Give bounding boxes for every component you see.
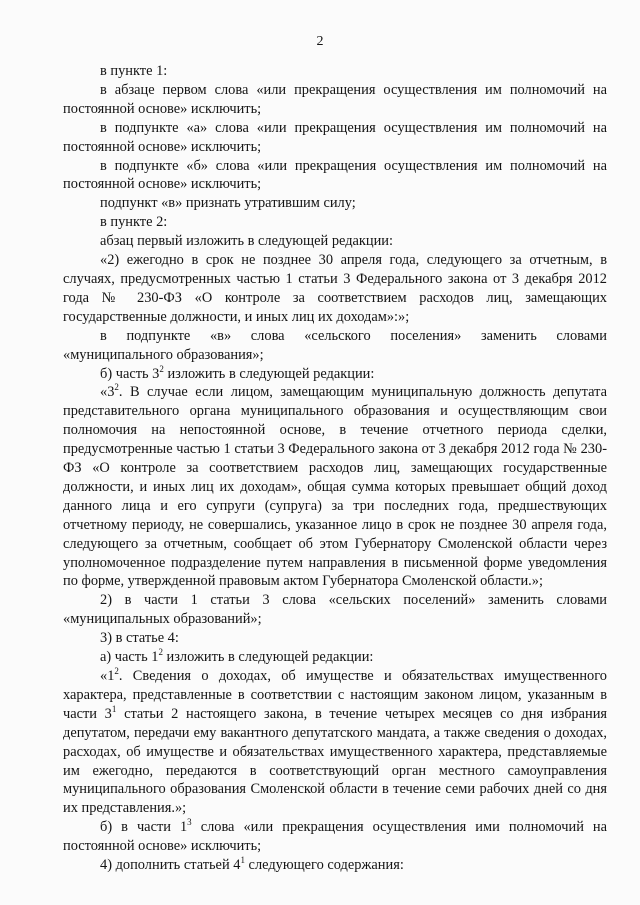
page-number: 2 xyxy=(316,34,324,49)
paragraph-2: в абзаце первом слова «или прекращения осуществления им полномочий на постоянной основе» исключить; xyxy=(63,81,607,117)
paragraph-15: «$1^2$. Сведения о доходах, об имуществе и обязательствах имущественного характера, представленные в соответствии с настоящим законом лицом, указанным в части $3^1$ статьи 2 настоящего закона, в течение четырех месяцев со дня избрания депутатом, передачи ему вакантного депутатского мандата, а также сведения о доходах, расходах, об имуществе и обязательствах имущественного характера, представляемые им ежегодно, передаются в соответствующий орган местного самоуправления муниципального образования Смоленской области в течение семи рабочих дней со дня их представления.»; xyxy=(63,666,608,817)
paragraph-13: 3) в статье 4: xyxy=(100,630,179,647)
paragraph-5: подпункт «в» признать утратившим силу; xyxy=(100,195,356,212)
paragraph-11: «$3^2$. В случае если лицом, замещающим муниципальную должность депутата представительного органа муниципального образования и осуществляющим свои полномочия на непостоянной основе, в течение отчетного периода сделки, предусмотренные частью 1 статьи 3 Федерального закона от 3 декабря 2012 года № 230-ФЗ «О контроле за соответствием расходов лиц, замещающих государственные должности, и иных лиц их доходам», общая сумма которых превышает общий доход данного лица и его супруги (супруга) за три последних года, предшествующих отчетному периоду, не совершались, указанное лицо в срок не позднее 30 апреля года, следующего за отчетным, сообщает об этом Губернатору Смоленской области через уполномоченное подразделение путем направления в письменной форме уведомления по форме, утвержденной правовым актом Губернатора Смоленской области.»; xyxy=(63,382,607,590)
paragraph-16: б) в части $1^3$ слова «или прекращения осуществления ими полномочий на постоянной основе» исключить; xyxy=(63,817,608,855)
paragraph-8: «2) ежегодно в срок не позднее 30 апреля года, следующего за отчетным, в случаях, предусмотренных частью 1 статьи 3 Федерального закона от 3 декабря 2012 года № 230-ФЗ «О контроле за соответствием расходов лиц, замещающих государственные должности, и иных лиц их доходам»:»; xyxy=(63,252,607,325)
paragraph-6: в пункте 2: xyxy=(100,214,168,231)
paragraph-1: в пункте 1: xyxy=(100,63,168,79)
paragraph-4: в подпункте «б» слова «или прекращения осуществления им полномочий на постоянной основе» исключить; xyxy=(63,157,607,193)
document-body xyxy=(63,62,607,875)
paragraph-14: а) часть $1^2$ изложить в следующей редакции: xyxy=(100,647,374,666)
paragraph-12: 2) в части 1 статьи 3 слова «сельских поселений» заменить словами «муниципальных образований»; xyxy=(63,592,607,628)
paragraph-3: в подпункте «а» слова «или прекращения осуществления им полномочий на постоянной основе» исключить; xyxy=(63,119,607,155)
paragraph-10: б) часть $3^2$ изложить в следующей редакции: xyxy=(100,363,375,382)
paragraph-17: 4) дополнить статьей $4^1$ следующего содержания: xyxy=(100,855,404,874)
paragraph-9: в подпункте «в» слова «сельского поселения» заменить словами «муниципального образования»; xyxy=(63,327,607,363)
paragraph-7: абзац первый изложить в следующей редакции: xyxy=(100,233,394,250)
